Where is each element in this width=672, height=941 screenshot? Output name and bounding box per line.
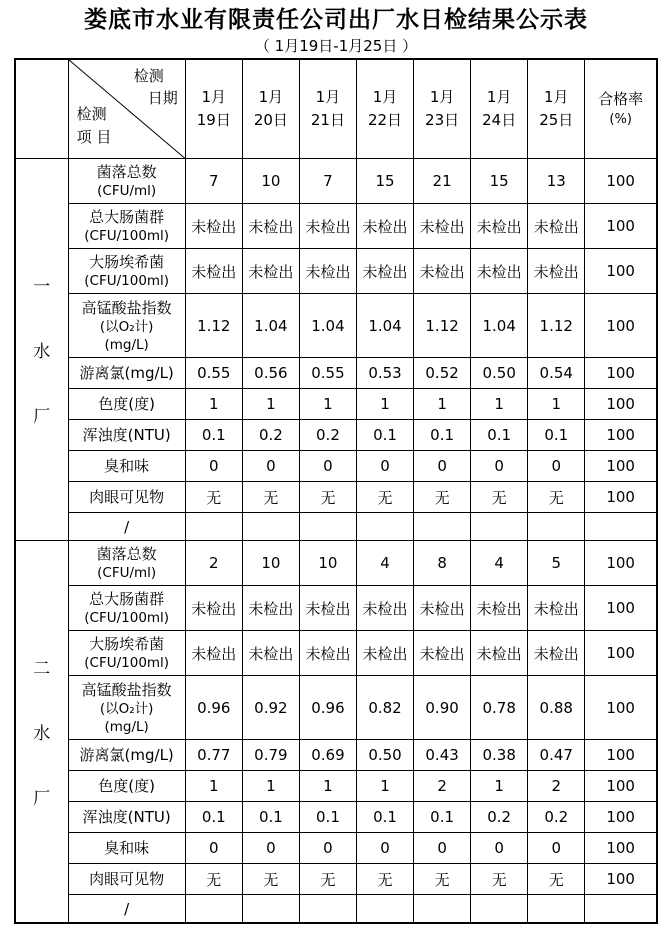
value-cell: 未检出: [528, 204, 585, 249]
item-label-cell: [68, 864, 185, 895]
value-cell: 未检出: [414, 631, 471, 676]
table-row: [15, 802, 657, 833]
value-cell: 1.04: [356, 294, 413, 358]
item-label-line: (以O₂计): [99, 318, 154, 335]
value-cell: 1: [299, 771, 356, 802]
value-cell: 1.12: [185, 294, 242, 358]
item-label-line: (CFU/100ml): [84, 610, 170, 627]
date-column-header-line: 1月: [201, 87, 227, 106]
table-row: [15, 586, 657, 631]
diagonal-header-cell: [68, 59, 185, 159]
value-cell: 0: [299, 451, 356, 482]
value-cell: 无: [414, 864, 471, 895]
value-cell: [356, 895, 413, 923]
page-title: 娄底市水业有限责任公司出厂水日检结果公示表: [84, 7, 588, 33]
value-cell: 1.04: [242, 294, 299, 358]
diagonal-label-date-line1: 检测: [133, 66, 164, 85]
value-cell: 1: [414, 389, 471, 420]
value-cell: 未检出: [356, 249, 413, 294]
value-cell: 2: [528, 771, 585, 802]
section-label-stack: [16, 272, 68, 427]
header-row: [15, 59, 657, 159]
value-cell: 0: [242, 451, 299, 482]
value-cell: 0.77: [185, 740, 242, 771]
table-row: [15, 513, 657, 541]
value-cell: 0.1: [528, 420, 585, 451]
value-cell: 无: [185, 482, 242, 513]
pass-rate-cell: 100: [585, 482, 657, 513]
item-label-cell: [68, 740, 185, 771]
value-cell: 未检出: [528, 631, 585, 676]
pass-rate-cell: [585, 895, 657, 923]
pass-rate-cell: 100: [585, 541, 657, 586]
pass-rate-cell: [585, 513, 657, 541]
date-column-header: [414, 59, 471, 159]
date-column-header-line: 1月: [315, 87, 341, 106]
value-cell: 0.79: [242, 740, 299, 771]
value-cell: 未检出: [414, 586, 471, 631]
value-cell: 10: [242, 159, 299, 204]
value-cell: 0: [242, 833, 299, 864]
value-cell: 0: [185, 451, 242, 482]
value-cell: 0.1: [185, 420, 242, 451]
value-cell: 未检出: [242, 631, 299, 676]
section-label-plant-1: [15, 159, 68, 541]
pass-rate-cell: 100: [585, 159, 657, 204]
item-label-cell: [68, 541, 185, 586]
value-cell: 0.56: [242, 358, 299, 389]
item-label-line: (CFU/100ml): [84, 228, 170, 245]
date-column-header-line: 1月: [543, 87, 569, 106]
date-column-header: [242, 59, 299, 159]
value-cell: 8: [414, 541, 471, 586]
value-cell: [528, 513, 585, 541]
diagonal-label-item-line2: 项 目: [76, 127, 112, 146]
table-row: [15, 204, 657, 249]
value-cell: [471, 895, 528, 923]
pass-rate-cell: 100: [585, 358, 657, 389]
item-label-cell: [68, 631, 185, 676]
pass-rate-cell: 100: [585, 249, 657, 294]
item-label-line: 臭和味: [104, 839, 150, 858]
value-cell: 0.92: [242, 676, 299, 740]
value-cell: 0.43: [414, 740, 471, 771]
value-cell: [528, 895, 585, 923]
value-cell: 2: [185, 541, 242, 586]
value-cell: 4: [471, 541, 528, 586]
item-label-cell: [68, 159, 185, 204]
value-cell: 未检出: [414, 204, 471, 249]
section-label-char: 水: [33, 342, 51, 363]
value-cell: 0.1: [356, 802, 413, 833]
value-cell: 7: [185, 159, 242, 204]
item-label-cell: [68, 676, 185, 740]
item-label-line: 臭和味: [104, 457, 150, 476]
value-cell: 无: [185, 864, 242, 895]
item-label-line: 肉眼可见物: [89, 488, 165, 507]
item-label-cell: [68, 389, 185, 420]
value-cell: 0: [414, 833, 471, 864]
value-cell: 未检出: [299, 204, 356, 249]
value-cell: 0.2: [471, 802, 528, 833]
date-column-header: [528, 59, 585, 159]
item-label-line: (CFU/ml): [97, 565, 157, 582]
table-row: [15, 740, 657, 771]
table-row: [15, 420, 657, 451]
value-cell: [414, 895, 471, 923]
value-cell: 0.96: [299, 676, 356, 740]
date-column-header: [356, 59, 413, 159]
date-column-header-line: 1月: [258, 87, 284, 106]
date-column-header: [471, 59, 528, 159]
value-cell: 0.55: [299, 358, 356, 389]
item-label-line: (CFU/ml): [97, 183, 157, 200]
value-cell: 1: [356, 389, 413, 420]
item-label-line: (CFU/100ml): [84, 273, 170, 290]
pass-rate-header-unit: (%): [609, 111, 632, 127]
value-cell: 1: [528, 389, 585, 420]
value-cell: 无: [299, 864, 356, 895]
value-cell: 0.1: [185, 802, 242, 833]
pass-rate-cell: 100: [585, 771, 657, 802]
value-cell: 0.1: [242, 802, 299, 833]
value-cell: 21: [414, 159, 471, 204]
item-label-line: (以O₂计): [99, 700, 154, 717]
value-cell: 0.1: [414, 802, 471, 833]
date-column-header: [299, 59, 356, 159]
item-label-line: 高锰酸盐指数: [81, 298, 172, 317]
value-cell: 0: [528, 833, 585, 864]
item-label-line: 色度(度): [98, 395, 156, 414]
pass-rate-header-label: 合格率: [598, 89, 644, 108]
pass-rate-cell: 100: [585, 204, 657, 249]
value-cell: 13: [528, 159, 585, 204]
item-label-cell: [68, 482, 185, 513]
value-cell: 未检出: [356, 204, 413, 249]
value-cell: 未检出: [299, 249, 356, 294]
value-cell: [414, 513, 471, 541]
table-row: [15, 451, 657, 482]
item-label-cell: [68, 294, 185, 358]
value-cell: 4: [356, 541, 413, 586]
pass-rate-cell: 100: [585, 420, 657, 451]
value-cell: 0.54: [528, 358, 585, 389]
value-cell: 0: [528, 451, 585, 482]
value-cell: 0.55: [185, 358, 242, 389]
value-cell: 未检出: [471, 586, 528, 631]
item-label-line: 浑浊度(NTU): [82, 808, 171, 827]
table-row: [15, 159, 657, 204]
pass-rate-cell: 100: [585, 389, 657, 420]
item-label-line: 肉眼可见物: [89, 870, 165, 889]
pass-rate-cell: 100: [585, 740, 657, 771]
pass-rate-cell: 100: [585, 864, 657, 895]
value-cell: 15: [471, 159, 528, 204]
date-column-header-line: 20日: [253, 111, 288, 130]
date-column-header-line: 23日: [425, 111, 460, 130]
value-cell: 10: [299, 541, 356, 586]
table-row: [15, 833, 657, 864]
value-cell: [299, 513, 356, 541]
diagonal-label-item-line1: 检测: [76, 105, 107, 124]
value-cell: 0.38: [471, 740, 528, 771]
value-cell: 0.78: [471, 676, 528, 740]
item-label-cell: [68, 204, 185, 249]
item-label-line: 菌落总数: [96, 163, 157, 182]
value-cell: 0.1: [356, 420, 413, 451]
value-cell: 无: [299, 482, 356, 513]
item-label-cell: [68, 420, 185, 451]
item-label-line: 大肠埃希菌: [89, 635, 165, 654]
item-label-line: 菌落总数: [96, 545, 157, 564]
value-cell: 无: [528, 864, 585, 895]
value-cell: [356, 513, 413, 541]
value-cell: 未检出: [356, 631, 413, 676]
item-label-line: (mg/L): [104, 337, 149, 354]
value-cell: 0.1: [299, 802, 356, 833]
value-cell: 0.88: [528, 676, 585, 740]
diagonal-label-item: [77, 103, 112, 148]
value-cell: 0.69: [299, 740, 356, 771]
value-cell: 0.1: [414, 420, 471, 451]
value-cell: 0: [471, 451, 528, 482]
value-cell: 0.1: [471, 420, 528, 451]
item-label-line: (mg/L): [104, 719, 149, 736]
value-cell: 未检出: [414, 249, 471, 294]
section-label-plant-2: [15, 541, 68, 923]
section-column-header-cell: [15, 59, 68, 159]
value-cell: 1.12: [528, 294, 585, 358]
item-label-line: 大肠埃希菌: [89, 253, 165, 272]
value-cell: 无: [471, 482, 528, 513]
value-cell: 无: [414, 482, 471, 513]
value-cell: 1.04: [471, 294, 528, 358]
date-column-header-line: 21日: [310, 111, 345, 130]
value-cell: 0.90: [414, 676, 471, 740]
diagonal-label-date-line2: 日期: [147, 89, 178, 108]
value-cell: 未检出: [242, 586, 299, 631]
value-cell: [299, 895, 356, 923]
value-cell: 1.04: [299, 294, 356, 358]
value-cell: 0: [356, 451, 413, 482]
value-cell: 0: [414, 451, 471, 482]
value-cell: 1: [242, 389, 299, 420]
table-row: [15, 358, 657, 389]
table-row: [15, 864, 657, 895]
table-row: [15, 294, 657, 358]
value-cell: 7: [299, 159, 356, 204]
date-range-subtitle: （ 1月19日-1月25日 ）: [254, 36, 418, 55]
date-column-header: [185, 59, 242, 159]
item-label-line: /: [124, 517, 130, 536]
value-cell: 2: [414, 771, 471, 802]
value-cell: 未检出: [242, 204, 299, 249]
value-cell: 未检出: [356, 586, 413, 631]
date-column-header-line: 19日: [196, 111, 231, 130]
value-cell: 无: [528, 482, 585, 513]
value-cell: 未检出: [185, 631, 242, 676]
item-label-cell: [68, 895, 185, 923]
table-row: [15, 541, 657, 586]
table-row: [15, 482, 657, 513]
value-cell: 0.47: [528, 740, 585, 771]
value-cell: 未检出: [242, 249, 299, 294]
value-cell: 1: [299, 389, 356, 420]
item-label-line: /: [124, 899, 130, 918]
table-row: [15, 895, 657, 923]
value-cell: 1: [471, 389, 528, 420]
pass-rate-column-header: [585, 59, 657, 159]
value-cell: [185, 895, 242, 923]
value-cell: 无: [242, 864, 299, 895]
item-label-cell: [68, 249, 185, 294]
value-cell: 0: [185, 833, 242, 864]
pass-rate-cell: 100: [585, 676, 657, 740]
value-cell: 0: [356, 833, 413, 864]
value-cell: 未检出: [299, 631, 356, 676]
inspection-table: [14, 58, 658, 924]
value-cell: 未检出: [299, 586, 356, 631]
value-cell: [471, 513, 528, 541]
date-column-header-line: 1月: [429, 87, 455, 106]
item-label-cell: [68, 358, 185, 389]
date-column-header-line: 25日: [539, 111, 574, 130]
item-label-line: 浑浊度(NTU): [82, 426, 171, 445]
section-label-stack: [16, 654, 68, 809]
value-cell: 0.53: [356, 358, 413, 389]
table-row: [15, 676, 657, 740]
section-label-char: 厂: [33, 407, 51, 428]
table-row: [15, 631, 657, 676]
value-cell: 未检出: [471, 249, 528, 294]
item-label-line: 色度(度): [98, 777, 156, 796]
item-label-cell: [68, 451, 185, 482]
value-cell: 5: [528, 541, 585, 586]
value-cell: 无: [242, 482, 299, 513]
value-cell: 1: [185, 389, 242, 420]
value-cell: [242, 513, 299, 541]
value-cell: 未检出: [185, 249, 242, 294]
date-column-header-line: 1月: [372, 87, 398, 106]
value-cell: 未检出: [471, 631, 528, 676]
date-column-header-line: 1月: [486, 87, 512, 106]
table-row: [15, 771, 657, 802]
pass-rate-cell: 100: [585, 833, 657, 864]
value-cell: 0: [299, 833, 356, 864]
item-label-line: 游离氯(mg/L): [79, 746, 174, 765]
value-cell: 未检出: [471, 204, 528, 249]
table-row: [15, 389, 657, 420]
item-label-cell: [68, 802, 185, 833]
item-label-line: (CFU/100ml): [84, 655, 170, 672]
value-cell: 1: [242, 771, 299, 802]
value-cell: 10: [242, 541, 299, 586]
item-label-cell: [68, 586, 185, 631]
value-cell: 0.2: [528, 802, 585, 833]
value-cell: 1: [356, 771, 413, 802]
value-cell: 1.12: [414, 294, 471, 358]
value-cell: 0.96: [185, 676, 242, 740]
item-label-line: 总大肠菌群: [89, 208, 165, 227]
value-cell: [242, 895, 299, 923]
date-column-header-line: 22日: [367, 111, 403, 130]
item-label-cell: [68, 771, 185, 802]
pass-rate-cell: 100: [585, 451, 657, 482]
value-cell: 15: [356, 159, 413, 204]
value-cell: 0.82: [356, 676, 413, 740]
value-cell: 未检出: [185, 586, 242, 631]
value-cell: 未检出: [528, 586, 585, 631]
value-cell: 1: [185, 771, 242, 802]
item-label-cell: [68, 513, 185, 541]
value-cell: 无: [356, 482, 413, 513]
value-cell: 1: [471, 771, 528, 802]
item-label-line: 游离氯(mg/L): [79, 364, 174, 383]
value-cell: 0.50: [356, 740, 413, 771]
value-cell: 0.2: [242, 420, 299, 451]
section-label-char: 厂: [33, 789, 51, 810]
value-cell: 无: [356, 864, 413, 895]
pass-rate-cell: 100: [585, 586, 657, 631]
value-cell: 无: [471, 864, 528, 895]
value-cell: 未检出: [528, 249, 585, 294]
value-cell: 0.2: [299, 420, 356, 451]
item-label-line: 高锰酸盐指数: [81, 680, 172, 699]
section-label-char: 一: [33, 277, 51, 298]
section-label-char: 二: [33, 659, 51, 680]
value-cell: [185, 513, 242, 541]
value-cell: 0.50: [471, 358, 528, 389]
date-column-header-line: 24日: [482, 111, 517, 130]
value-cell: 未检出: [185, 204, 242, 249]
diagonal-label-date: [134, 65, 178, 110]
pass-rate-cell: 100: [585, 802, 657, 833]
table-row: [15, 249, 657, 294]
pass-rate-cell: 100: [585, 294, 657, 358]
pass-rate-cell: 100: [585, 631, 657, 676]
value-cell: 0: [471, 833, 528, 864]
value-cell: 0.52: [414, 358, 471, 389]
section-label-char: 水: [33, 724, 51, 745]
item-label-line: 总大肠菌群: [89, 590, 165, 609]
item-label-cell: [68, 833, 185, 864]
